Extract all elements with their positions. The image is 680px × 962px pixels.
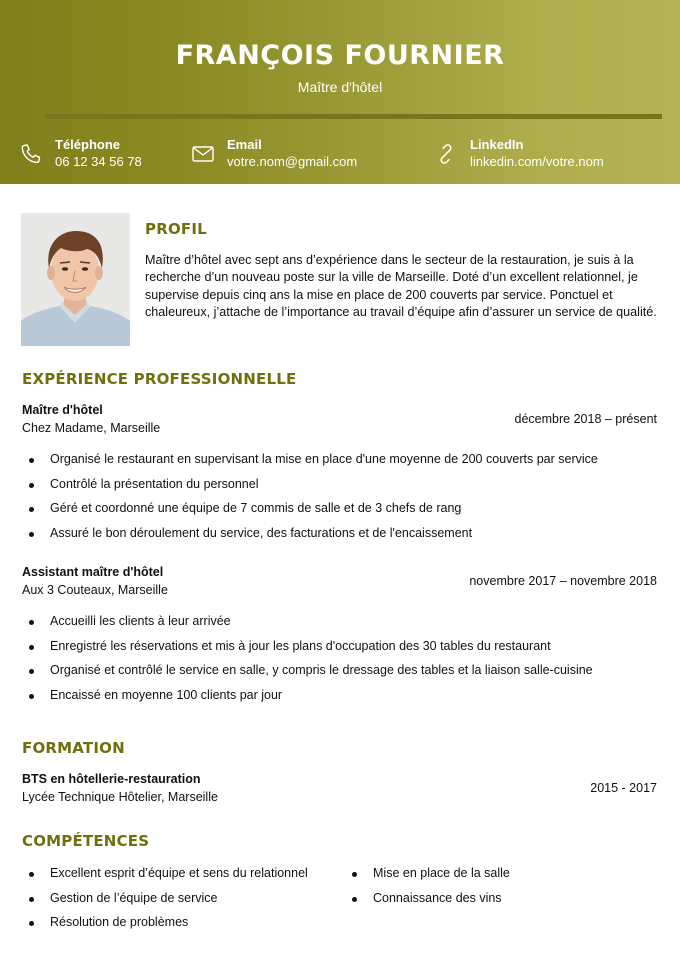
skill-item: Résolution de problèmes	[22, 910, 308, 935]
phone-icon	[19, 142, 43, 166]
education-degree: BTS en hôtellerie-restauration	[22, 772, 201, 786]
experience-heading: EXPÉRIENCE PROFESSIONNELLE	[22, 370, 297, 388]
skill-item: Gestion de l’équipe de service	[22, 886, 308, 911]
skill-item: Connaissance des vins	[345, 886, 510, 911]
link-icon	[434, 142, 458, 166]
list-item: Accueilli les clients à leur arrivée	[22, 609, 593, 634]
skill-item: Excellent esprit d’équipe et sens du relationnel	[22, 861, 308, 886]
contact-email-value[interactable]: votre.nom@gmail.com	[227, 154, 358, 169]
education-school: Lycée Technique Hôtelier, Marseille	[22, 790, 218, 804]
job-dates: décembre 2018 – présent	[514, 412, 657, 426]
profile-heading: PROFIL	[145, 220, 207, 238]
contact-linkedin	[434, 136, 604, 176]
job-employer: Chez Madame, Marseille	[22, 421, 161, 435]
list-item: Organisé et contrôlé le service en salle, y compris le dressage des tables et la liaison salle-cuisine	[22, 658, 593, 683]
list-item: Géré et coordonné une équipe de 7 commis de salle et de 3 chefs de rang	[22, 496, 598, 521]
skills-list-col2	[345, 861, 510, 910]
contact-phone-value: 06 12 34 56 78	[55, 154, 142, 169]
list-item: Contrôlé la présentation du personnel	[22, 472, 598, 497]
candidate-name: FRANÇOIS FOURNIER	[175, 40, 505, 71]
education-heading: FORMATION	[22, 739, 125, 757]
contact-email	[191, 136, 357, 176]
education-dates: 2015 - 2017	[590, 781, 657, 795]
list-item: Enregistré les réservations et mis à jour les plans d'occupation des 30 tables du restaurant	[22, 634, 593, 659]
resume-header	[0, 0, 680, 184]
contact-phone-label: Téléphone	[55, 137, 121, 152]
job-role: Assistant maître d'hôtel	[22, 565, 164, 579]
contact-phone	[19, 136, 142, 176]
skills-heading: COMPÉTENCES	[22, 832, 150, 850]
list-item: Encaissé en moyenne 100 clients par jour	[22, 683, 593, 708]
mail-icon	[191, 142, 215, 166]
list-item: Organisé le restaurant en supervisant la mise en place d'une moyenne de 200 couverts par service	[22, 447, 598, 472]
profile-summary: Maître d’hôtel avec sept ans d’expérience dans le secteur de la restauration, je suis à la recherche d’un nouveau poste sur la ville de Marseille. Doté d’un excellent relationnel, je supervise depuis cinq ans la mise en place de 200 couverts par service. Ponctuel et chaleureux, j’attache de l’importance au travail d’équipe afin d’assurer un service de qualité.	[145, 253, 657, 320]
job-dates: novembre 2017 – novembre 2018	[469, 574, 657, 588]
list-item: Assuré le bon déroulement du service, des facturations et de l'encaissement	[22, 521, 598, 546]
candidate-job-title: Maître d'hôtel	[297, 79, 383, 95]
profile-photo	[21, 213, 130, 346]
job-role: Maître d'hôtel	[22, 403, 103, 417]
skill-item: Mise en place de la salle	[345, 861, 510, 886]
header-divider	[45, 114, 662, 119]
job-duties-list	[22, 609, 593, 708]
job-duties-list	[22, 447, 598, 546]
contact-email-label: Email	[227, 137, 262, 152]
contact-linkedin-label: LinkedIn	[470, 137, 524, 152]
job-employer: Aux 3 Couteaux, Marseille	[22, 583, 168, 597]
contact-linkedin-value[interactable]: linkedin.com/votre.nom	[470, 154, 604, 169]
skills-list-col1	[22, 861, 308, 935]
